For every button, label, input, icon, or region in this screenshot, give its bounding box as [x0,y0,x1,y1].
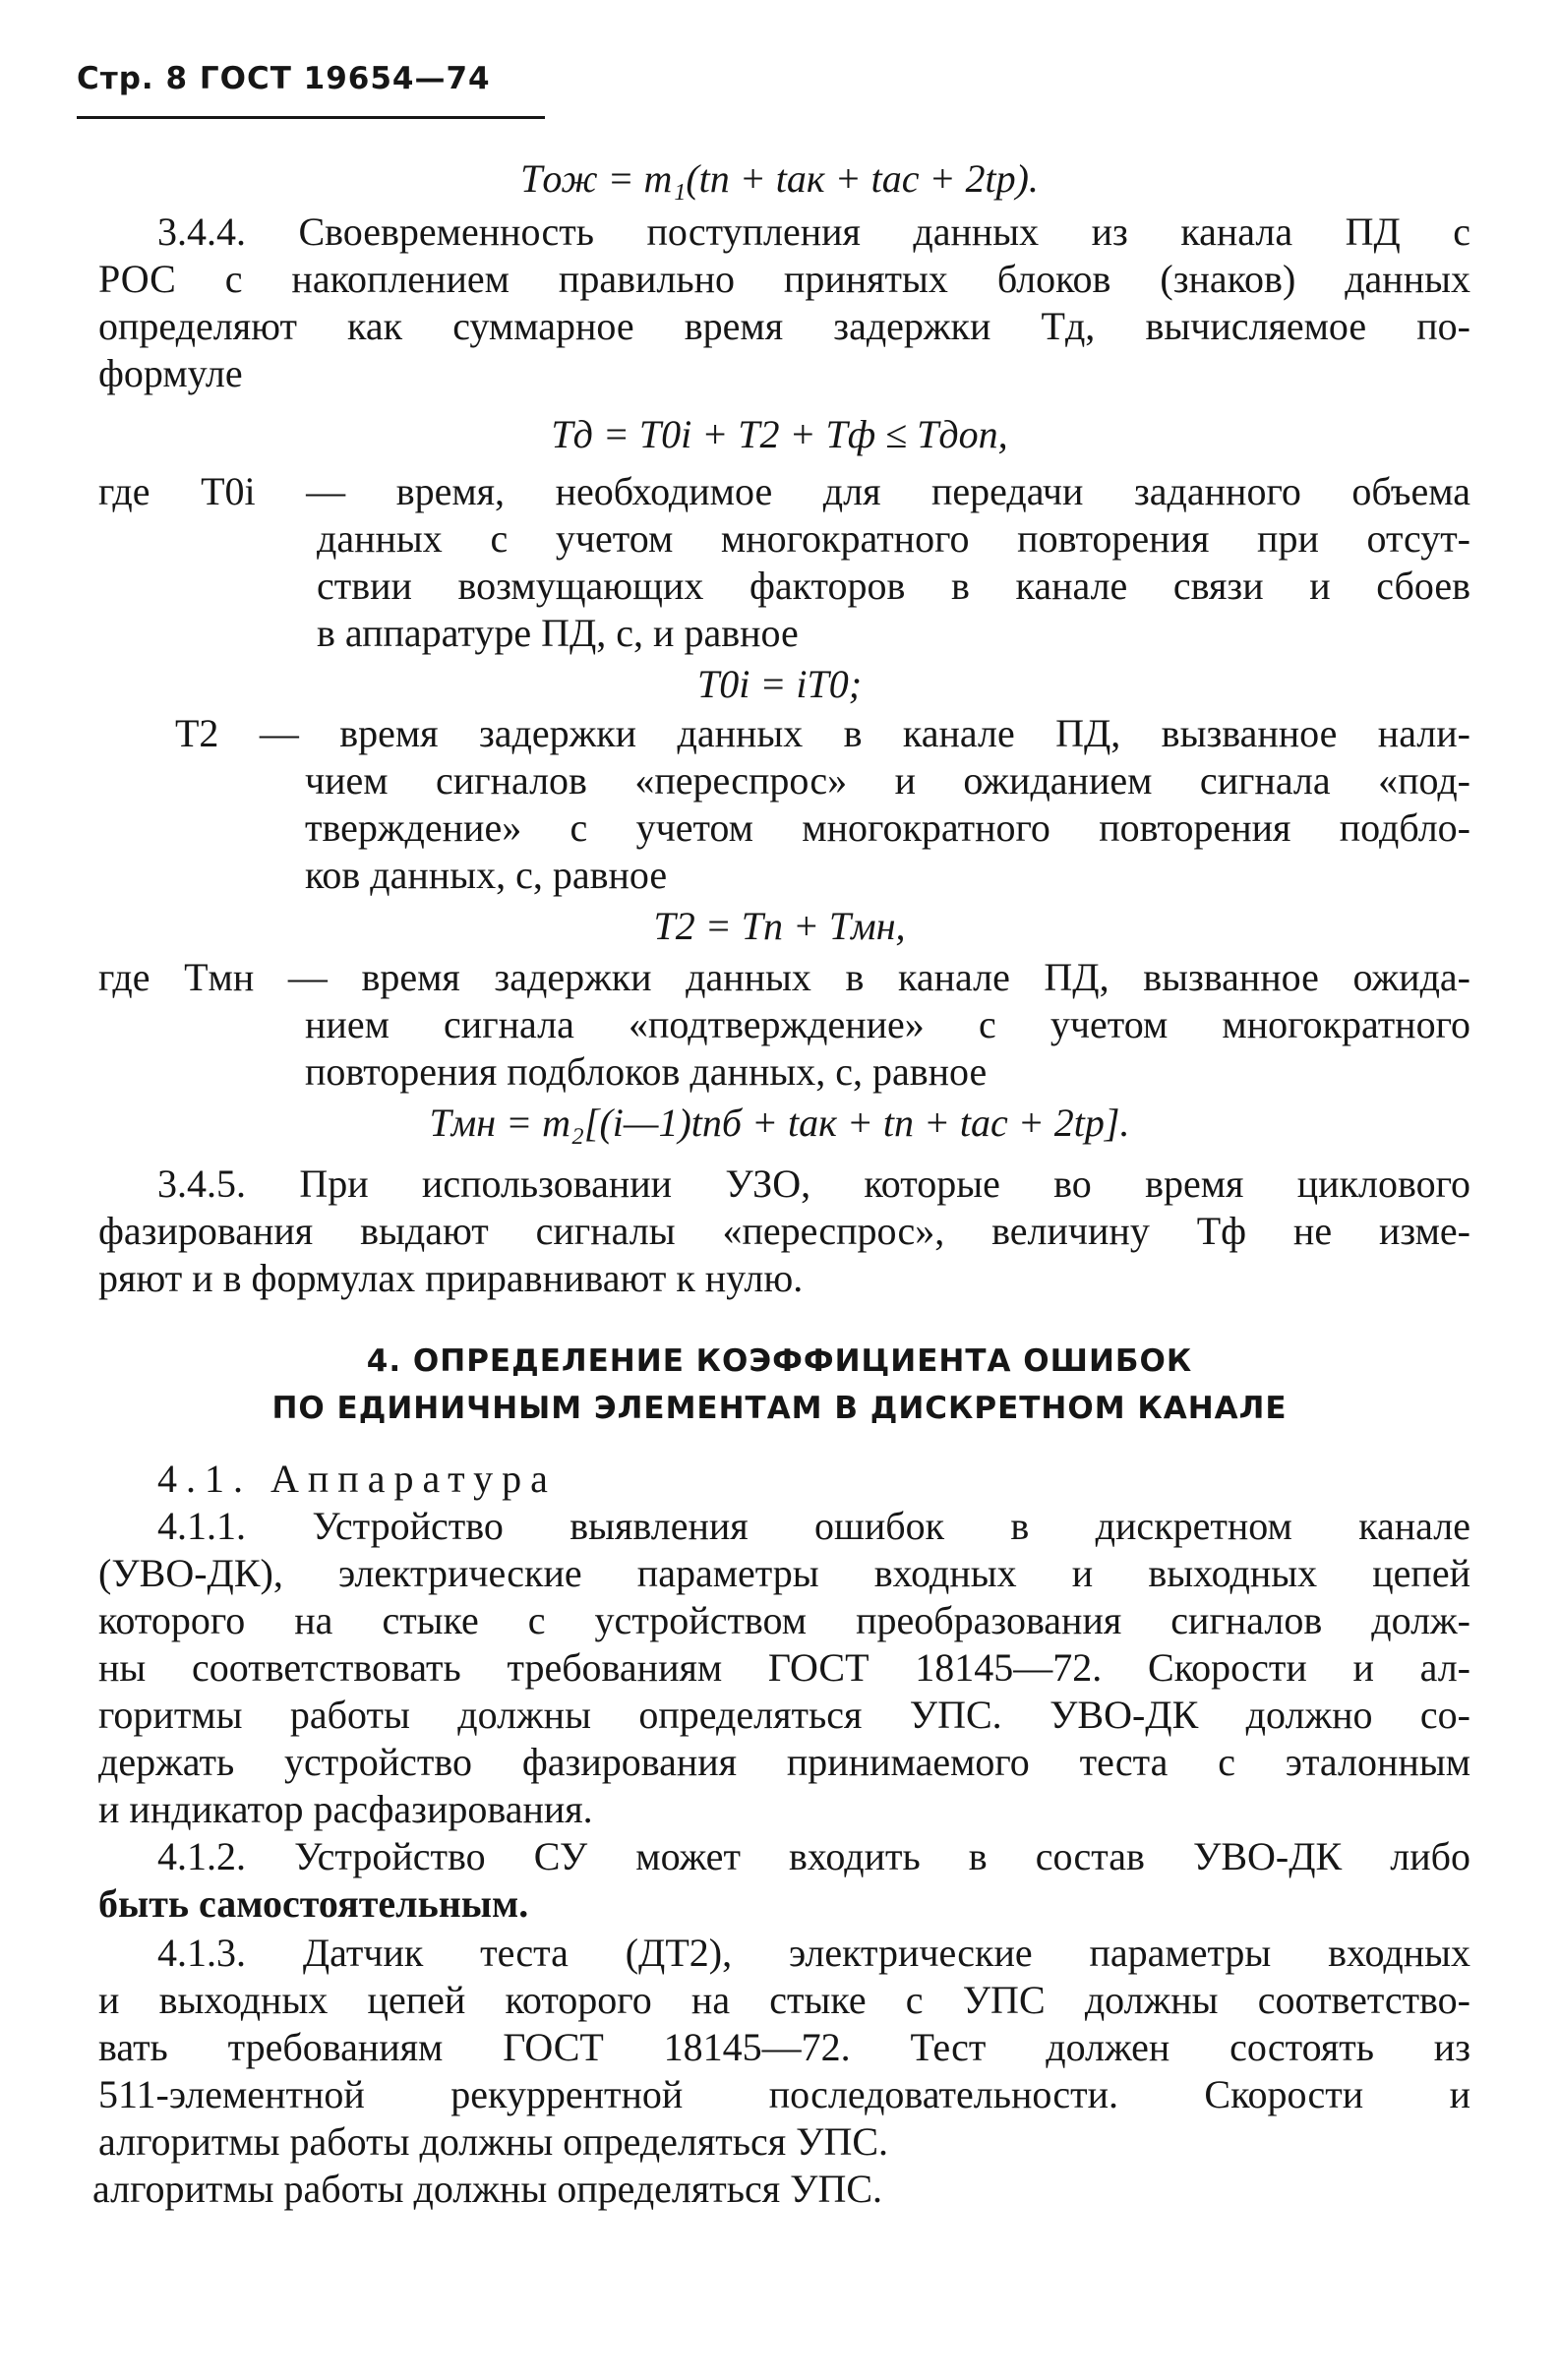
definition-t0i [98,468,1470,657]
header-rule [77,116,545,119]
p413-line-3: вать требованиям ГОСТ 18145—72. Тест должен состоять из [98,2025,1470,2069]
p413-line-1: 4.1.3. Датчик теста (ДТ2), электрические параметры входных [157,1931,1470,1975]
t2-line-4: ков данных, с, равное [305,853,668,897]
t0i-line-2: данных с учетом многократного повторения при отсут- [317,516,1470,561]
definition-t2 [175,710,1470,899]
p411-line-5: горитмы работы должны определяться УПС. УВО-ДК должно со- [98,1693,1470,1737]
p411-line-6: держать устройство фазирования принимаемого теста с эталонным [98,1740,1470,1784]
p344-line-1: 3.4.4. Своевременность поступления данных из канала ПД с [157,209,1470,254]
p411-line-3: которого на стыке с устройством преобразования сигналов долж- [98,1598,1470,1642]
p345-line-2: фазирования выдают сигналы «переспрос», величину Tф не изме- [98,1209,1470,1253]
t0i-line-4: в аппаратуре ПД, с, и равное [317,611,799,655]
subsection-4-1 [157,1456,1470,1503]
t2-line-1: T2 — время задержки данных в канале ПД, вызванное нали- [175,711,1470,755]
t2-line-3: тверждение» с учетом многократного повторения подбло- [305,805,1470,850]
definition-tmn [98,954,1470,1096]
p345-line-3: ряют и в формулах приравнивают к нулю. [98,1256,804,1300]
p413-line-5: алгоритмы работы должны определяться УПС. [98,2119,889,2164]
section-4-title-line-2: ПО ЕДИНИЧНЫМ ЭЛЕМЕНТАМ В ДИСКРЕТНОМ КАНАЛЕ [271,1391,1288,1426]
p344-line-2: РОС с накоплением правильно принятых блоков (знаков) данных [98,257,1470,301]
p412-line-1: 4.1.2. Устройство СУ может входить в состав УВО-ДК либо [157,1834,1470,1878]
formula-tmn: Tмн = m₂[(i—1)tпб + tак + tп + tас + 2tр]. [429,1101,1130,1145]
p41-heading: 4.1. Аппаратура [157,1457,557,1501]
p413-line-2: и выходных цепей которого на стыке с УПС должны соответство- [98,1978,1470,2022]
p344-line-4: формуле [98,351,243,395]
section-4-title-line-1: 4. ОПРЕДЕЛЕНИЕ КОЭФФИЦИЕНТА ОШИБОК [366,1343,1193,1379]
paragraph-4-1-1 [98,1503,1470,1833]
formula-t2: T2 = Tп + Tмн, [653,904,906,948]
formula-td: Tд = T0i + T2 + Tф ≤ Tдоп, [551,412,1008,456]
paragraph-4-1-3 [92,1930,1470,2213]
tmn-line-2: нием сигнала «подтверждение» с учетом многократного [305,1002,1470,1046]
paragraph-3-4-4 [98,208,1470,397]
p412-line-2: быть самостоятельным. [98,1881,529,1926]
tmn-line-3: повторения подблоков данных, с, равное [305,1049,988,1094]
p411-line-2: (УВО-ДК), электрические параметры входных и выходных цепей [98,1551,1470,1595]
p345-line-1: 3.4.5. При использовании УЗО, которые во время циклового [157,1161,1470,1206]
page-header: Стр. 8 ГОСТ 19654—74 [77,61,491,96]
t0i-line-3: ствии возмущающих факторов в канале связи и сбоев [317,564,1470,608]
p413-line-4: 511-элементной рекуррентной последовательности. Скорости и [98,2072,1470,2116]
formula-t0i: T0i = iT0; [696,662,863,706]
t0i-line-1: где T0i — время, необходимое для передачи заданного объема [98,469,1470,513]
tmn-line-1: где Tмн — время задержки данных в канале ПД, вызванное ожида- [98,955,1470,999]
t2-line-2: чием сигналов «переспрос» и ожиданием сигнала «под- [305,758,1470,803]
p411-line-1: 4.1.1. Устройство выявления ошибок в дискретном канале [157,1504,1470,1548]
p411-line-4: ны соответствовать требованиям ГОСТ 18145—72. Скорости и ал- [98,1645,1470,1690]
formula-toj: Tож = m₁(tп + tак + tас + 2tр). [520,156,1039,201]
p413-line-6: алгоритмы работы должны определяться УПС. [92,2167,883,2211]
paragraph-4-1-2 [98,1833,1470,1928]
p411-line-7: и индикатор расфазирования. [98,1787,593,1831]
p344-line-3: определяют как суммарное время задержки Tд, вычисляемое по- [98,304,1470,348]
paragraph-3-4-5 [98,1160,1470,1302]
